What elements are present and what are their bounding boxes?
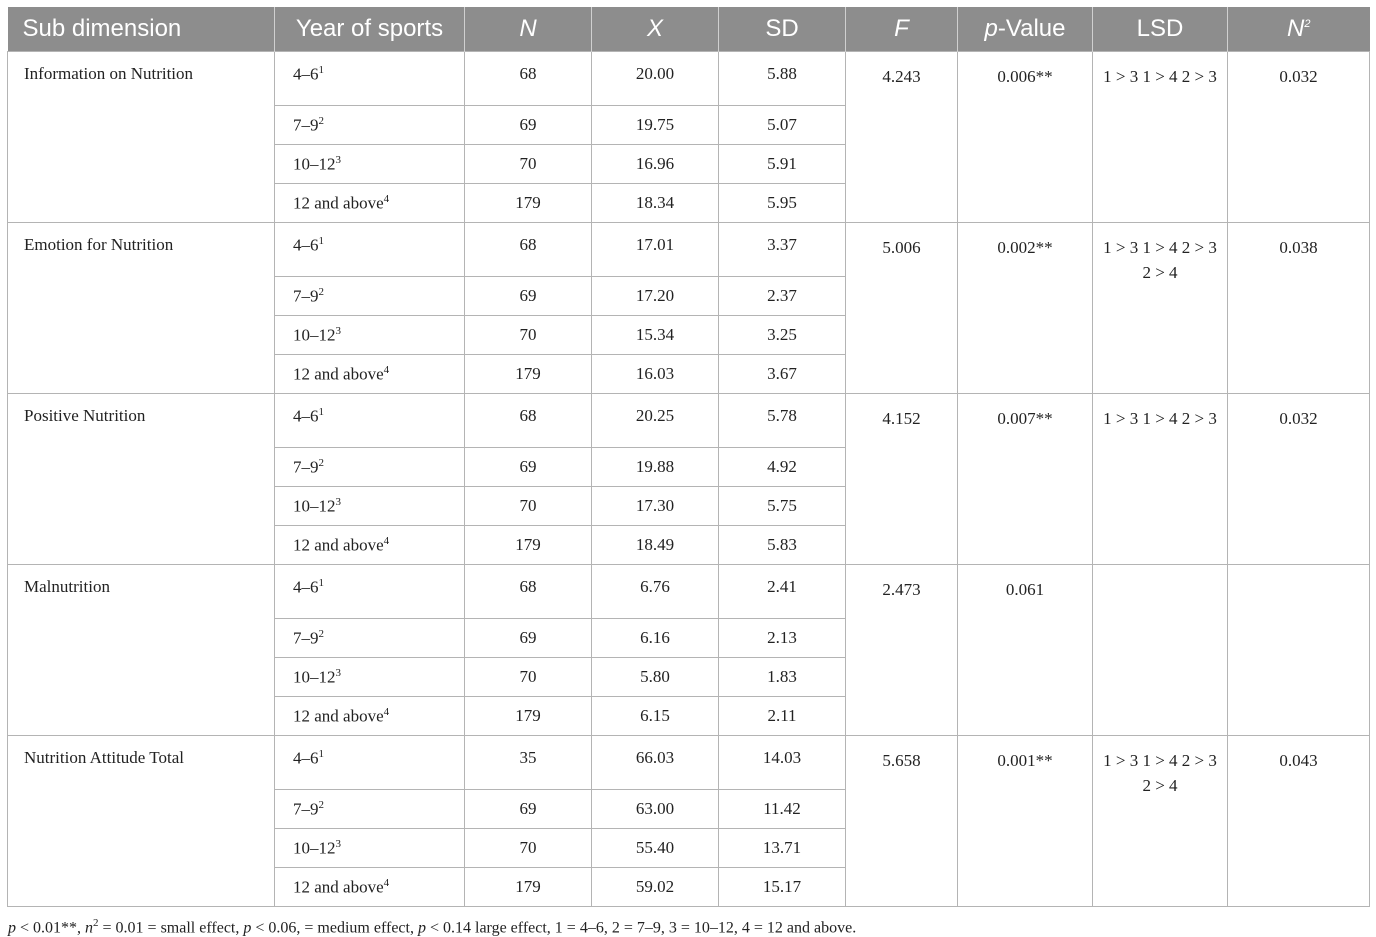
eta-cell: 0.038	[1228, 223, 1370, 394]
n-cell: 179	[465, 697, 592, 736]
year-superscript: 4	[383, 363, 390, 376]
year-cell	[275, 790, 465, 829]
mean-cell: 66.03	[592, 736, 719, 790]
table-footnote	[7, 917, 1369, 937]
year-superscript: 1	[318, 406, 324, 418]
sd-cell: 5.07	[719, 106, 846, 145]
footnote-n: n	[85, 919, 94, 937]
year-cell	[275, 487, 465, 526]
f-cell: 2.473	[846, 565, 958, 736]
n-cell: 69	[465, 790, 592, 829]
year-label: 4–6	[293, 235, 319, 255]
year-superscript: 3	[335, 837, 341, 850]
n-cell: 69	[465, 106, 592, 145]
year-superscript: 3	[335, 324, 341, 337]
mean-cell: 16.96	[592, 145, 719, 184]
year-label: 10–12	[293, 838, 336, 858]
year-label: 10–12	[293, 667, 336, 687]
p-value-cell: 0.061	[958, 565, 1093, 736]
sd-cell: 2.37	[719, 277, 846, 316]
footnote-t2: = 0.01 = small effect,	[98, 919, 244, 937]
sd-cell: 5.78	[719, 394, 846, 448]
sd-cell: 2.13	[719, 619, 846, 658]
sd-cell: 3.25	[719, 316, 846, 355]
f-cell: 5.658	[846, 736, 958, 907]
year-label: 12 and above	[293, 877, 384, 897]
year-superscript: 1	[318, 748, 324, 760]
footnote-t4: < 0.14 large effect, 1 = 4–6, 2 = 7–9, 3 = 10–12, 4 = 12 and above.	[425, 919, 857, 937]
year-label: 10–12	[293, 154, 336, 174]
year-cell	[275, 223, 465, 277]
header-x: X	[592, 7, 719, 52]
anova-table	[7, 7, 1370, 907]
header-sub-dimension: Sub dimension	[8, 7, 275, 52]
table-row	[8, 565, 1370, 619]
year-cell	[275, 184, 465, 223]
year-superscript: 2	[318, 798, 324, 811]
year-cell	[275, 526, 465, 565]
sd-cell: 4.92	[719, 448, 846, 487]
table-row	[8, 52, 1370, 106]
p-value-cell: 0.007**	[958, 394, 1093, 565]
header-p-italic: p	[984, 15, 998, 42]
mean-cell: 16.03	[592, 355, 719, 394]
mean-cell: 59.02	[592, 868, 719, 907]
mean-cell: 55.40	[592, 829, 719, 868]
mean-cell: 17.20	[592, 277, 719, 316]
year-superscript: 2	[318, 627, 324, 640]
year-superscript: 1	[318, 64, 324, 76]
year-label: 12 and above	[293, 193, 384, 213]
mean-cell: 15.34	[592, 316, 719, 355]
n-cell: 179	[465, 526, 592, 565]
header-eta-label: N	[1287, 15, 1305, 42]
year-cell	[275, 565, 465, 619]
sd-cell: 3.67	[719, 355, 846, 394]
sd-cell: 5.75	[719, 487, 846, 526]
year-cell	[275, 316, 465, 355]
lsd-cell: 1 > 3 1 > 4 2 > 3	[1093, 394, 1228, 565]
mean-cell: 18.34	[592, 184, 719, 223]
year-label: 7–9	[293, 115, 319, 135]
p-value-cell: 0.001**	[958, 736, 1093, 907]
footnote-p3: p	[417, 919, 426, 937]
n-cell: 69	[465, 277, 592, 316]
mean-cell: 6.76	[592, 565, 719, 619]
mean-cell: 5.80	[592, 658, 719, 697]
sub-dimension-cell: Positive Nutrition	[8, 394, 275, 565]
year-label: 10–12	[293, 325, 336, 345]
n-cell: 68	[465, 223, 592, 277]
table-container	[7, 7, 1369, 937]
year-superscript: 3	[335, 153, 341, 166]
sd-cell: 5.83	[719, 526, 846, 565]
sub-dimension-cell: Information on Nutrition	[8, 52, 275, 223]
mean-cell: 20.25	[592, 394, 719, 448]
year-cell	[275, 277, 465, 316]
footnote-p1: p	[8, 919, 16, 937]
sub-dimension-cell: Nutrition Attitude Total	[8, 736, 275, 907]
year-cell	[275, 697, 465, 736]
year-superscript: 2	[318, 114, 324, 127]
eta-cell: 0.032	[1228, 52, 1370, 223]
header-row	[8, 7, 1370, 52]
header-f: F	[846, 7, 958, 52]
year-superscript: 4	[383, 705, 390, 718]
header-eta-sup: 2	[1304, 18, 1311, 30]
year-label: 12 and above	[293, 706, 384, 726]
n-cell: 70	[465, 145, 592, 184]
lsd-cell: 1 > 3 1 > 4 2 > 3	[1093, 52, 1228, 223]
n-cell: 70	[465, 829, 592, 868]
sd-cell: 11.42	[719, 790, 846, 829]
n-cell: 70	[465, 316, 592, 355]
mean-cell: 6.16	[592, 619, 719, 658]
sd-cell: 1.83	[719, 658, 846, 697]
eta-cell	[1228, 565, 1370, 736]
header-p-rest: -Value	[997, 15, 1066, 42]
year-superscript: 1	[318, 235, 324, 247]
sd-cell: 13.71	[719, 829, 846, 868]
table-row	[8, 223, 1370, 277]
header-year-of-sports: Year of sports	[275, 7, 465, 52]
f-cell: 5.006	[846, 223, 958, 394]
year-label: 12 and above	[293, 535, 384, 555]
year-cell	[275, 52, 465, 106]
sd-cell: 15.17	[719, 868, 846, 907]
year-label: 4–6	[293, 748, 319, 768]
year-label: 7–9	[293, 457, 319, 477]
year-label: 4–6	[293, 64, 319, 84]
header-p-value	[958, 7, 1093, 52]
mean-cell: 17.01	[592, 223, 719, 277]
year-cell	[275, 106, 465, 145]
year-cell	[275, 355, 465, 394]
n-cell: 179	[465, 868, 592, 907]
year-cell	[275, 736, 465, 790]
n-cell: 35	[465, 736, 592, 790]
year-superscript: 2	[318, 456, 324, 469]
table-body	[8, 52, 1370, 907]
n-cell: 69	[465, 448, 592, 487]
year-cell	[275, 829, 465, 868]
lsd-cell: 1 > 3 1 > 4 2 > 3 2 > 4	[1093, 223, 1228, 394]
n-cell: 179	[465, 355, 592, 394]
year-superscript: 4	[383, 876, 390, 889]
n-cell: 69	[465, 619, 592, 658]
year-label: 7–9	[293, 799, 319, 819]
year-superscript: 4	[383, 192, 390, 205]
year-superscript: 3	[335, 666, 341, 679]
n-cell: 70	[465, 658, 592, 697]
f-cell: 4.243	[846, 52, 958, 223]
year-superscript: 4	[383, 534, 390, 547]
n-cell: 68	[465, 394, 592, 448]
n-cell: 68	[465, 565, 592, 619]
mean-cell: 20.00	[592, 52, 719, 106]
footnote-p2: p	[243, 919, 252, 937]
mean-cell: 17.30	[592, 487, 719, 526]
n-cell: 68	[465, 52, 592, 106]
sd-cell: 3.37	[719, 223, 846, 277]
year-cell	[275, 868, 465, 907]
sub-dimension-cell: Malnutrition	[8, 565, 275, 736]
sd-cell: 5.91	[719, 145, 846, 184]
footnote-t1: < 0.01**,	[16, 919, 86, 937]
year-cell	[275, 658, 465, 697]
lsd-cell	[1093, 565, 1228, 736]
header-eta	[1228, 7, 1370, 52]
year-label: 7–9	[293, 286, 319, 306]
table-row	[8, 736, 1370, 790]
sd-cell: 2.41	[719, 565, 846, 619]
sub-dimension-cell: Emotion for Nutrition	[8, 223, 275, 394]
year-label: 7–9	[293, 628, 319, 648]
eta-cell: 0.032	[1228, 394, 1370, 565]
header-lsd: LSD	[1093, 7, 1228, 52]
f-cell: 4.152	[846, 394, 958, 565]
mean-cell: 18.49	[592, 526, 719, 565]
year-label: 12 and above	[293, 364, 384, 384]
p-value-cell: 0.006**	[958, 52, 1093, 223]
year-label: 4–6	[293, 406, 319, 426]
mean-cell: 19.88	[592, 448, 719, 487]
year-label: 10–12	[293, 496, 336, 516]
header-sd: SD	[719, 7, 846, 52]
header-n: N	[465, 7, 592, 52]
sd-cell: 14.03	[719, 736, 846, 790]
mean-cell: 19.75	[592, 106, 719, 145]
lsd-cell: 1 > 3 1 > 4 2 > 3 2 > 4	[1093, 736, 1228, 907]
sd-cell: 5.95	[719, 184, 846, 223]
eta-cell: 0.043	[1228, 736, 1370, 907]
year-cell	[275, 619, 465, 658]
year-superscript: 1	[318, 577, 324, 589]
n-cell: 179	[465, 184, 592, 223]
mean-cell: 6.15	[592, 697, 719, 736]
year-superscript: 3	[335, 495, 341, 508]
year-superscript: 2	[318, 285, 324, 298]
footnote-sup: 2	[93, 917, 99, 929]
footnote-t3: < 0.06, = medium effect,	[251, 919, 418, 937]
year-cell	[275, 448, 465, 487]
year-label: 4–6	[293, 577, 319, 597]
mean-cell: 63.00	[592, 790, 719, 829]
sd-cell: 5.88	[719, 52, 846, 106]
n-cell: 70	[465, 487, 592, 526]
year-cell	[275, 145, 465, 184]
p-value-cell: 0.002**	[958, 223, 1093, 394]
year-cell	[275, 394, 465, 448]
sd-cell: 2.11	[719, 697, 846, 736]
table-row	[8, 394, 1370, 448]
